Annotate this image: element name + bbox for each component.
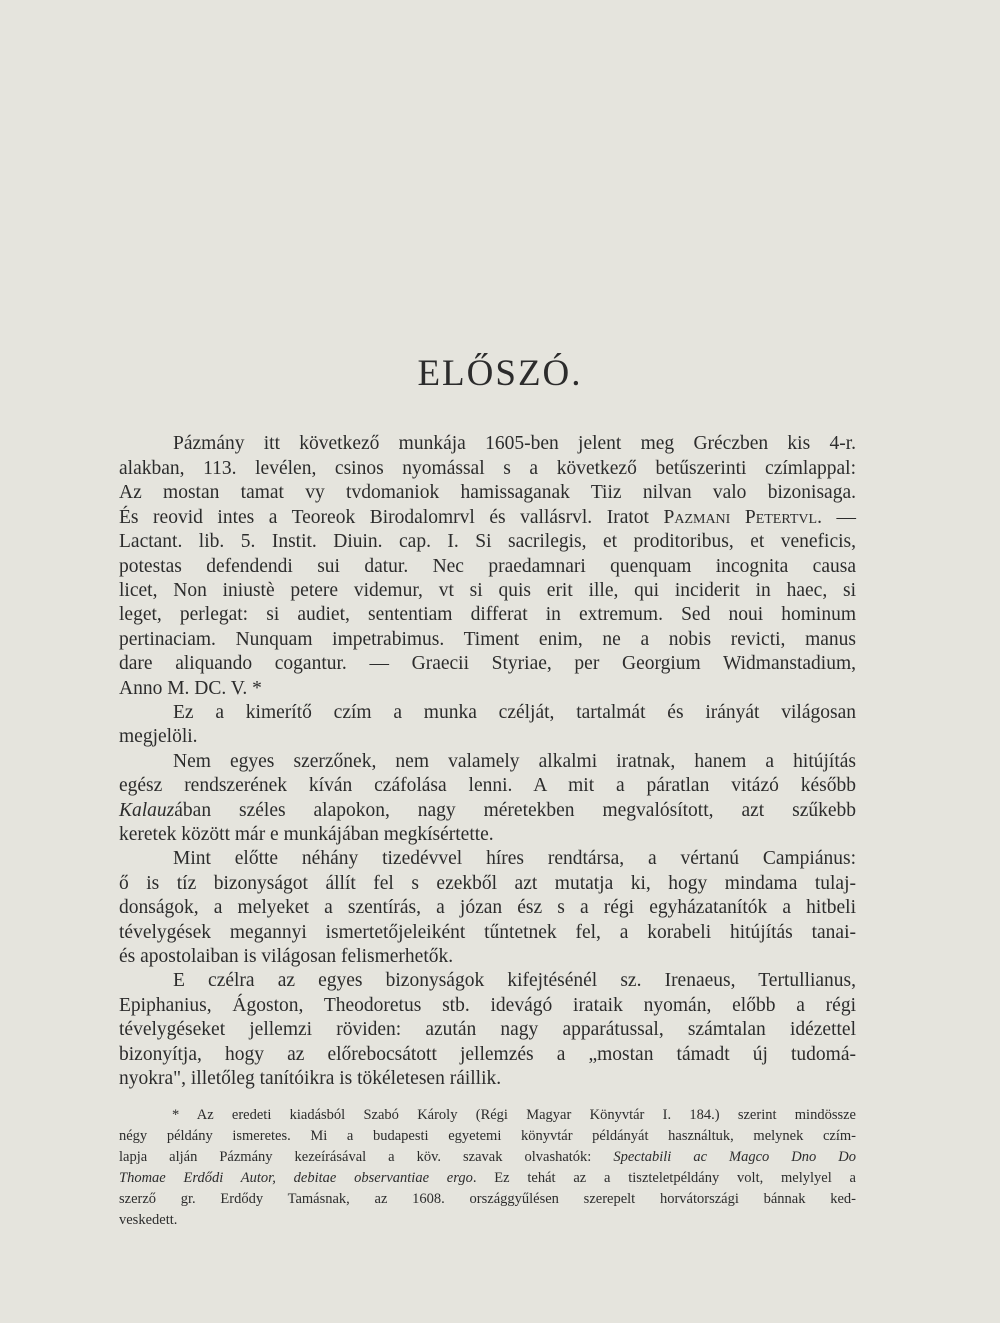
body-line: licet, Non iniustè petere videmur, vt si quis erit ille, qui inciderit in haec, si xyxy=(119,580,856,601)
body-line: potestas defendendi sui datur. Nec praedamnari quenquam incognita causa xyxy=(119,556,856,577)
body-line: ő is tíz bizonyságot állít fel s ezekből azt mutatja ki, hogy mindama tulaj- xyxy=(119,873,856,894)
body-line: Anno M. DC. V. * xyxy=(119,678,262,699)
body-line: alakban, 113. levélen, csinos nyomással s a következő betűszerinti czímlappal: xyxy=(119,458,856,479)
body-line: bizonyítja, hogy az előrebocsátott jellemzés a „mostan támadt új tudomá- xyxy=(119,1044,856,1065)
page-title: ELŐSZÓ. xyxy=(417,353,583,394)
body-line: dare aliquando cogantur. — Graecii Styriae, per Georgium Widmanstadium, xyxy=(119,653,856,674)
body-line: donságok, a melyeket a szentírás, a józan ész s a régi egyházatanítók a hitbeli xyxy=(119,897,856,918)
footnote-line: szerző gr. Erdődy Tamásnak, az 1608. országgyűlésen szerepelt horvátországi bánnak ked- xyxy=(119,1191,856,1207)
body-line: Az mostan tamat vy tvdomaniok hamissaganak Tiiz nilvan valo bizonisaga. xyxy=(119,482,856,503)
body-line: Pázmány itt következő munkája 1605-ben jelent meg Gréczben kis 4-r. xyxy=(173,433,856,454)
body-line: tévelygések megannyi ismertetőjeleiként tűntetnek fel, a korabeli hitújítás tanai- xyxy=(119,922,856,943)
body-line: És reovid intes a Teoreok Birodalomrvl és vallásrvl. Iratot Pazmani Petertvl. — xyxy=(119,507,856,528)
footnote-line: négy példány ismeretes. Mi a budapesti egyetemi könyvtár példányát használtuk, melynek czím- xyxy=(119,1128,856,1144)
body-line: leget, perlegat: si audiet, sententiam differat in extremum. Sed noui hominum xyxy=(119,604,856,625)
body-line: Epiphanius, Ágoston, Theodoretus stb. idevágó irataik nyomán, előbb a régi xyxy=(119,995,856,1016)
body-line: megjelöli. xyxy=(119,726,198,747)
body-line: Mint előtte néhány tizedévvel híres rendtársa, a vértanú Campiánus: xyxy=(173,848,856,869)
author-name: Pazmani Petertvl xyxy=(663,507,818,528)
body-line: Nem egyes szerzőnek, nem valamely alkalmi iratnak, hanem a hitújítás xyxy=(173,751,856,772)
body-line: Kalauzában széles alapokon, nagy méretekben megvalósított, azt szűkebb xyxy=(119,800,856,821)
body-line: és apostolaiban is világosan felismerhetők. xyxy=(119,946,454,967)
footnote-line: Thomae Erdődi Autor, debitae observantiae ergo. Ez tehát az a tiszteletpéldány volt, melylyel a xyxy=(119,1170,856,1186)
footnote-line: * Az eredeti kiadásból Szabó Károly (Régi Magyar Könyvtár I. 184.) szerint mindössze xyxy=(172,1107,856,1123)
body-line: Ez a kimerítő czím a munka czélját, tartalmát és irányát világosan xyxy=(173,702,856,723)
footnote-line: lapja alján Pázmány kezeírásával a köv. szavak olvashatók: Spectabili ac Magco Dno Do xyxy=(119,1149,856,1165)
footnote-line: veskedett. xyxy=(119,1212,178,1228)
body-line: Lactant. lib. 5. Instit. Diuin. cap. I. Si sacrilegis, et proditoribus, et veneficis, xyxy=(119,531,856,552)
body-line: pertinaciam. Nunquam impetrabimus. Timent enim, ne a nobis revicti, manus xyxy=(119,629,856,650)
body-line: tévelygéseket jellemzi röviden: azután nagy apparátussal, számtalan idézettel xyxy=(119,1019,856,1040)
body-line: egész rendszerének kíván czáfolása lenni. A mit a páratlan vitázó később xyxy=(119,775,856,796)
body-line: nyokra", illetőleg tanítóikra is tökéletesen ráillik. xyxy=(119,1068,502,1089)
book-title-kalauz: Kalauz xyxy=(119,800,175,821)
body-line: keretek között már e munkájában megkísértette. xyxy=(119,824,494,845)
body-line: E czélra az egyes bizonyságok kifejtésénél sz. Irenaeus, Tertullianus, xyxy=(173,970,856,991)
